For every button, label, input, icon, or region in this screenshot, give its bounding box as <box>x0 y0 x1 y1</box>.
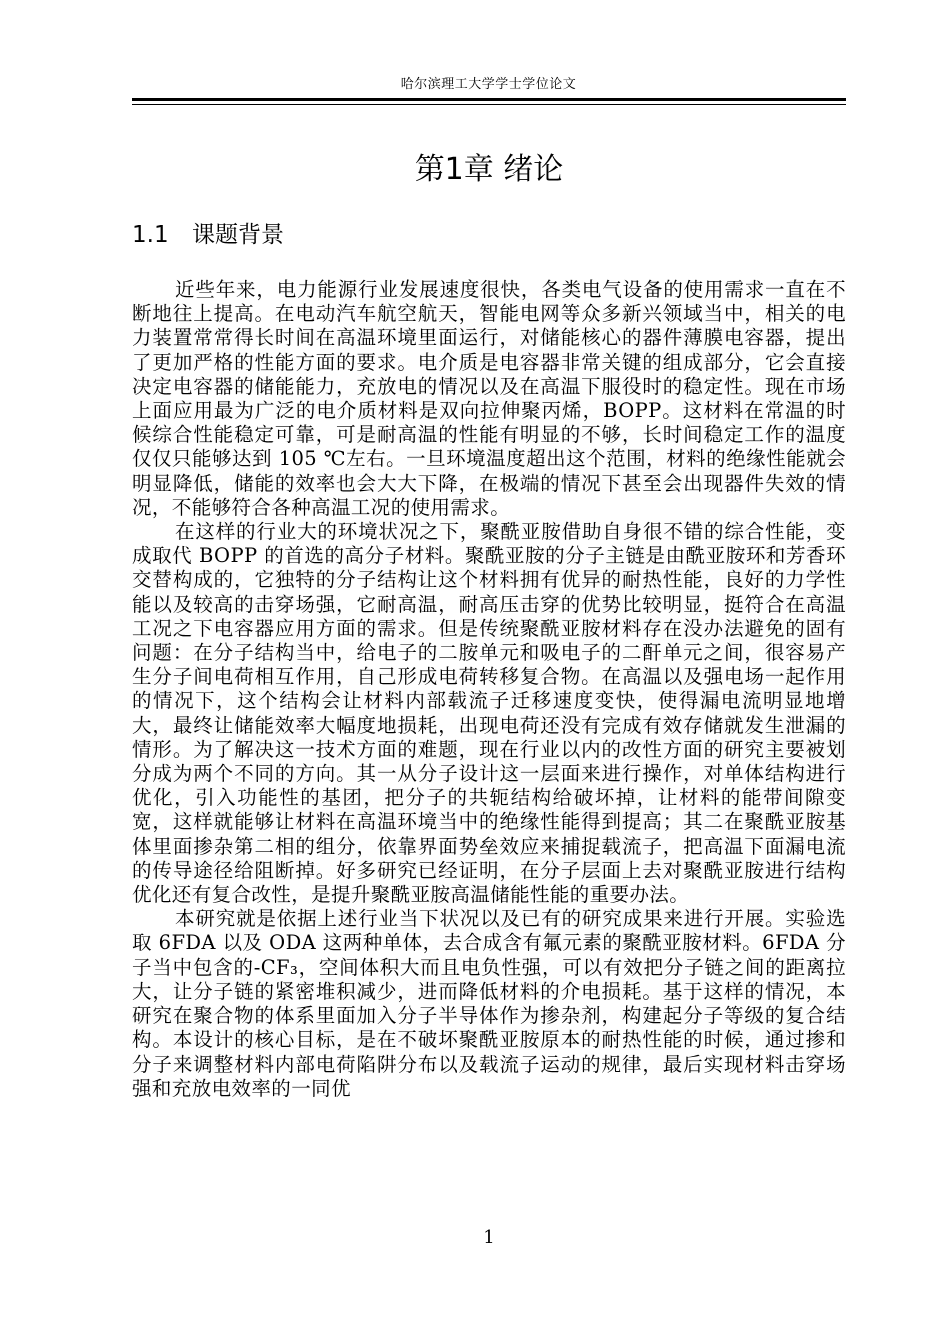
section-heading <box>132 219 284 251</box>
section-title: 课题背景 <box>192 222 284 248</box>
body-text <box>132 278 846 1101</box>
paragraph: 本研究就是依据上述行业当下状况以及已有的研究成果来进行开展。实验选取 6FDA 以及 ODA 这两种单体，去合成含有氟元素的聚酰亚胺材料。6FDA 分子当中包含的-CF₃，空间体积大而且电负性强，可以有效把分子链之间的距离拉大，让分子链的紧密堆积减少，进而降低材料的介电损耗。基于这样的情况，本研究在聚合物的体系里面加入分子半导体作为掺杂剂，构建起分子等级的复合结构。本设计的核心目标，是在不破坏聚酰亚胺原本的耐热性能的时候，通过掺和分子来调整材料内部电荷陷阱分布以及载流子运动的规律，最后实现材料击穿场强和充放电效率的一同优 <box>132 907 846 1100</box>
paragraph: 在这样的行业大的环境状况之下，聚酰亚胺借助自身很不错的综合性能，变成取代 BOPP 的首选的高分子材料。聚酰亚胺的分子主链是由酰亚胺环和芳香环交替构成的，它独特的分子结构让这个材料拥有优异的耐热性能，良好的力学性能以及较高的击穿场强，它耐高温，耐高压击穿的优势比较明显，挺符合在高温工况之下电容器应用方面的需求。但是传统聚酰亚胺材料存在没办法避免的固有问题：在分子结构当中，给电子的二胺单元和吸电子的二酐单元之间，很容易产生分子间电荷相互作用，自己形成电荷转移复合物。在高温以及强电场一起作用的情况下，这个结构会让材料内部载流子迁移速度变快，使得漏电流明显地增大，最终让储能效率大幅度地损耗，出现电荷还没有完成有效存储就发生泄漏的情形。为了解决这一技术方面的难题，现在行业以内的改性方面的研究主要被划分成为两个不同的方向。其一从分子设计这一层面来进行操作，对单体结构进行优化，引入功能性的基团，把分子的共轭结构给破坏掉，让材料的能带间隙变宽，这样就能够让材料在高温环境当中的绝缘性能得到提高；其二在聚酰亚胺基体里面掺杂第二相的组分，依靠界面势垒效应来捕捉载流子，把高温下面漏电流的传导途径给阻断掉。好多研究已经证明，在分子层面上去对聚酰亚胺进行结构优化还有复合改性，是提升聚酰亚胺高温储能性能的重要办法。 <box>132 520 846 907</box>
header-rule-thin <box>132 104 846 105</box>
section-number: 1.1 <box>132 222 169 248</box>
chapter-title: 第1章 绪论 <box>414 152 564 187</box>
header-rule-thick <box>132 98 846 101</box>
running-header: 哈尔滨理工大学学士学位论文 <box>400 77 577 92</box>
paragraph: 近些年来，电力能源行业发展速度很快，各类电气设备的使用需求一直在不断地往上提高。在电动汽车航空航天，智能电网等众多新兴领域当中，相关的电力装置常常得长时间在高温环境里面运行，对储能核心的器件薄膜电容器，提出了更加严格的性能方面的要求。电介质是电容器非常关键的组成部分，它会直接决定电容器的储能能力，充放电的情况以及在高温下服役时的稳定性。现在市场上面应用最为广泛的电介质材料是双向拉伸聚丙烯，BOPP。这材料在常温的时候综合性能稳定可靠，可是耐高温的性能有明显的不够，长时间稳定工作的温度仅仅只能够达到 105 ℃左右。一旦环境温度超出这个范围，材料的绝缘性能就会明显降低，储能的效率也会大大下降，在极端的情况下甚至会出现器件失效的情况，不能够符合各种高温工况的使用需求。 <box>132 278 846 519</box>
page-number: 1 <box>483 1227 495 1248</box>
